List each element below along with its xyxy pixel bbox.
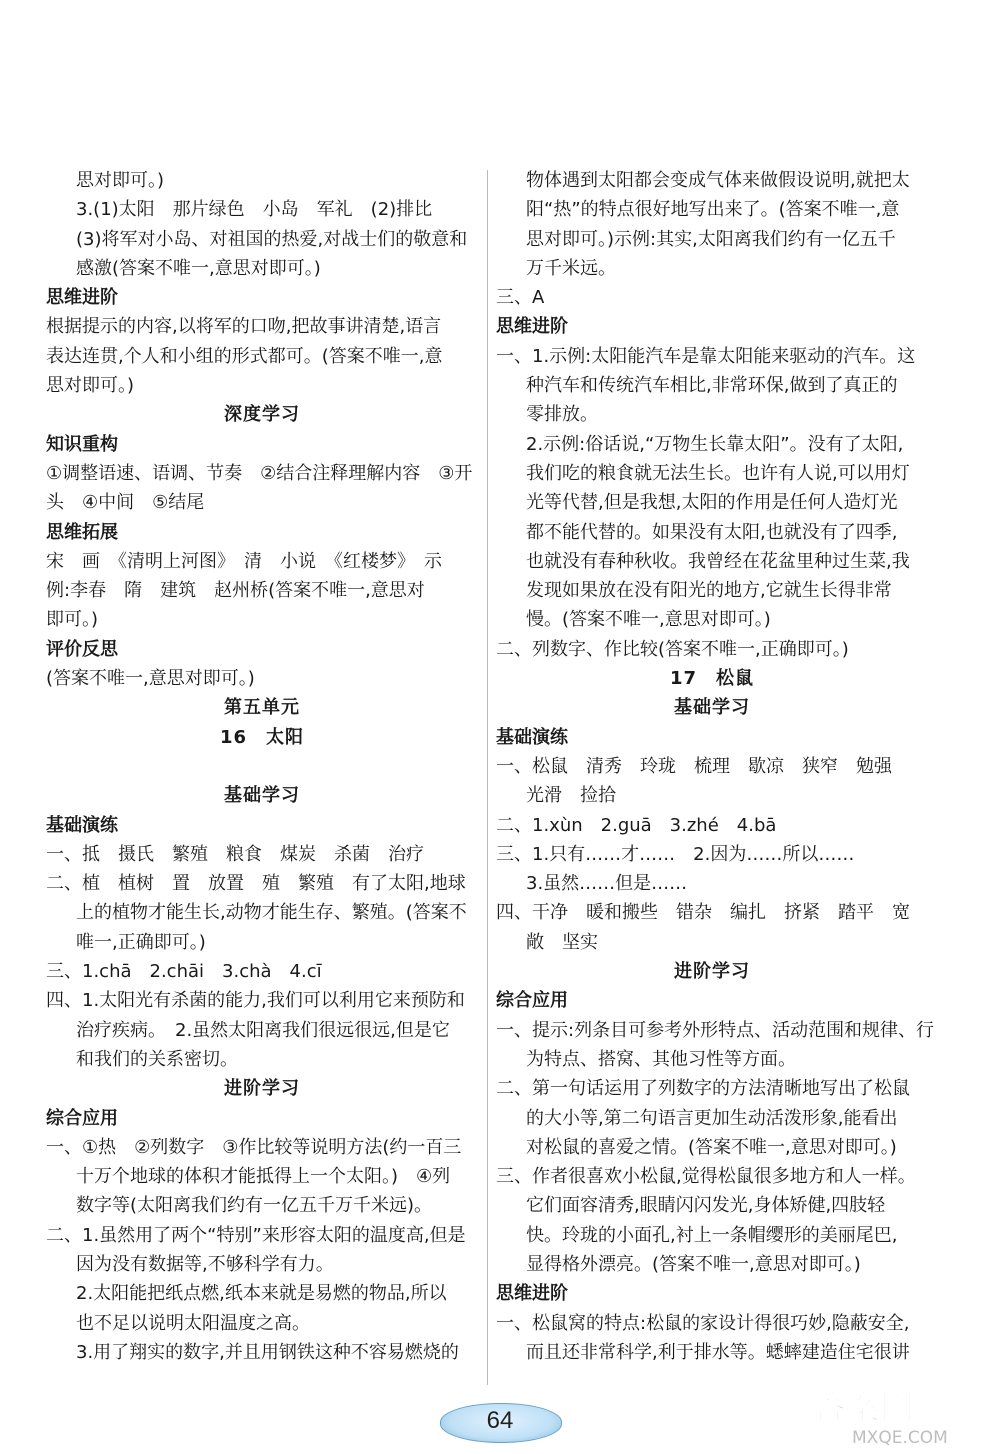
page-number-badge (440, 1403, 562, 1443)
text-line: 而且还非常科学,利于排水等。蟋蟀建造住宅很讲 (526, 1341, 910, 1363)
text-line (46, 752, 478, 781)
text-line: 敞 坚实 (526, 931, 598, 953)
text-line: 一、①热 ②列数字 ③作比较等说明方法(约一百三 (46, 1136, 462, 1158)
text-line: ①调整语速、语调、节奏 ②结合注释理解内容 ③开 (46, 462, 473, 484)
text-line: 的大小等,第二句语言更加生动活泼形象,能看出 (526, 1107, 898, 1129)
text-line: 思对即可。)示例:其实,太阳离我们约有一亿五千 (526, 228, 896, 250)
text-line: 光等代替,但是我想,太阳的作用是任何人造灯光 (526, 492, 898, 514)
svg-text:MXQE.COM: MXQE.COM (852, 1428, 948, 1448)
text-line: 宋 画 《清明上河图》 清 小说 《红楼梦》 示 (46, 550, 442, 572)
text-line: 3.用了翔实的数字,并且用钢铁这种不容易燃烧的 (76, 1341, 459, 1363)
section-heading: 思维进阶 (496, 316, 568, 338)
text-line: 也不足以说明太阳温度之高。 (76, 1312, 310, 1334)
section-heading: 17 松鼠 (669, 668, 755, 690)
section-heading: 评价反思 (46, 638, 118, 660)
text-line: 显得格外漂亮。(答案不唯一,意思对即可。) (526, 1253, 861, 1275)
column-divider (487, 170, 488, 1385)
text-line: 为特点、搭窝、其他习性等方面。 (526, 1048, 796, 1070)
text-line: 三、A (496, 287, 545, 309)
text-line: 一、抵 摄氏 繁殖 粮食 煤炭 杀菌 治疗 (46, 843, 424, 865)
text-line: 和我们的关系密切。 (76, 1048, 238, 1070)
section-heading: 深度学习 (224, 404, 300, 426)
text-line: 三、1.只有……才…… 2.因为……所以…… (496, 843, 855, 865)
text-line: 物体遇到太阳都会变成气体来做假设说明,就把太 (526, 170, 910, 191)
text-line: 种汽车和传统汽车相比,非常环保,做到了真正的 (526, 375, 898, 397)
text-line: 例:李春 隋 建筑 赵州桥(答案不唯一,意思对 (46, 580, 425, 602)
svg-text:答案圈: 答案圈 (812, 1388, 914, 1428)
text-line: 快。玲珑的小面孔,衬上一条帽缨形的美丽尾巴, (526, 1224, 898, 1246)
text-line: 二、植 植树 置 放置 殖 繁殖 有了太阳,地球 (46, 873, 466, 895)
text-line: 一、1.示例:太阳能汽车是靠太阳能来驱动的汽车。这 (496, 345, 916, 367)
section-heading: 基础学习 (224, 785, 300, 807)
section-heading: 基础演练 (496, 726, 568, 748)
text-line: 治疗疾病。 2.虽然太阳离我们很远很远,但是它 (76, 1019, 450, 1041)
text-line: 思对即可。) (46, 375, 135, 397)
text-line: 十万个地球的体积才能抵得上一个太阳。) ④列 (76, 1166, 451, 1188)
text-line: 阳“热”的特点很好地写出来了。(答案不唯一,意 (526, 199, 900, 221)
section-heading: 思维进阶 (496, 1283, 568, 1305)
text-line: 头 ④中间 ⑤结尾 (46, 492, 205, 514)
text-line: 四、干净 暖和搬些 错杂 编扎 挤紧 踏平 宽 (496, 902, 910, 924)
text-line: 光滑 捡拾 (526, 785, 616, 807)
text-line: 因为没有数据等,不够科学有力。 (76, 1253, 334, 1275)
text-line: 2.太阳能把纸点燃,纸本来就是易燃的物品,所以 (76, 1283, 447, 1305)
text-line: 都不能代替的。如果没有太阳,也就没有了四季, (526, 521, 898, 543)
section-heading: 思维拓展 (46, 521, 118, 543)
text-line: 2.示例:俗话说,“万物生长靠太阳”。没有了太阳, (526, 433, 904, 455)
section-heading: 思维进阶 (46, 287, 118, 309)
text-line: 一、松鼠 清秀 玲珑 梳理 歇凉 狭窄 勉强 (496, 755, 892, 777)
text-line: 数字等(太阳离我们约有一亿五千万千米远)。 (76, 1195, 433, 1217)
text-line: 感激(答案不唯一,意思对即可。) (76, 257, 321, 279)
text-line: 我们吃的粮食就无法生长。也许有人说,可以用灯 (526, 462, 910, 484)
text-line: 万千米远。 (526, 257, 616, 279)
text-line: 三、1.chā 2.chāi 3.chà 4.cī (46, 961, 322, 983)
text-line: 二、1.xùn 2.guā 3.zhé 4.bā (496, 814, 777, 836)
section-heading: 进阶学习 (224, 1078, 300, 1100)
text-line: 二、第一句话运用了列数字的方法清晰地写出了松鼠 (496, 1078, 910, 1100)
text-line: 唯一,正确即可。) (76, 931, 206, 953)
text-line: 3.虽然……但是…… (526, 873, 688, 895)
section-heading: 进阶学习 (674, 961, 750, 983)
text-line: 根据提示的内容,以将军的口吻,把故事讲清楚,语言 (46, 316, 442, 338)
text-line: 思对即可。) (76, 170, 165, 191)
text-line: 二、1.虽然用了两个“特别”来形容太阳的温度高,但是 (46, 1224, 466, 1246)
right-column (496, 166, 935, 1367)
section-heading: 基础学习 (674, 697, 750, 719)
section-heading: 16 太阳 (219, 726, 305, 748)
text-line: 上的植物才能生长,动物才能生存、繁殖。(答案不 (76, 902, 467, 924)
text-line: 一、提示:列条目可参考外形特点、活动范围和规律、行 (496, 1019, 935, 1041)
text-line: 表达连贯,个人和小组的形式都可。(答案不唯一,意 (46, 345, 443, 367)
text-line: 一、松鼠窝的特点:松鼠的家设计得很巧妙,隐蔽安全, (496, 1312, 910, 1334)
section-heading: 综合应用 (496, 990, 568, 1012)
text-line: 3.(1)太阳 那片绿色 小岛 军礼 (2)排比 (76, 199, 433, 221)
left-column (46, 166, 478, 1367)
text-line: 即可。) (46, 609, 99, 631)
section-heading: 第五单元 (224, 697, 300, 719)
text-line: 二、列数字、作比较(答案不唯一,正确即可。) (496, 638, 849, 660)
text-line: 四、1.太阳光有杀菌的能力,我们可以利用它来预防和 (46, 990, 465, 1012)
text-line: (答案不唯一,意思对即可。) (46, 668, 255, 690)
text-line: 对松鼠的喜爱之情。(答案不唯一,意思对即可。) (526, 1136, 897, 1158)
text-line: 发现如果放在没有阳光的地方,它就生长得非常 (526, 580, 892, 602)
watermark-logo (800, 1385, 990, 1449)
section-heading: 基础演练 (46, 814, 118, 836)
text-line: 慢。(答案不唯一,意思对即可。) (526, 609, 771, 631)
text-line: 它们面容清秀,眼睛闪闪发光,身体矫健,四肢轻 (526, 1195, 886, 1217)
text-line: 三、作者很喜欢小松鼠,觉得松鼠很多地方和人一样。 (496, 1166, 916, 1188)
text-line: 零排放。 (526, 404, 598, 426)
page-number: 64 (486, 1407, 514, 1434)
text-line: 也就没有春种秋收。我曾经在花盆里种过生菜,我 (526, 550, 910, 572)
section-heading: 综合应用 (46, 1107, 118, 1129)
text-line: (3)将军对小岛、对祖国的热爱,对战士们的敬意和 (76, 228, 468, 250)
section-heading: 知识重构 (46, 433, 118, 455)
